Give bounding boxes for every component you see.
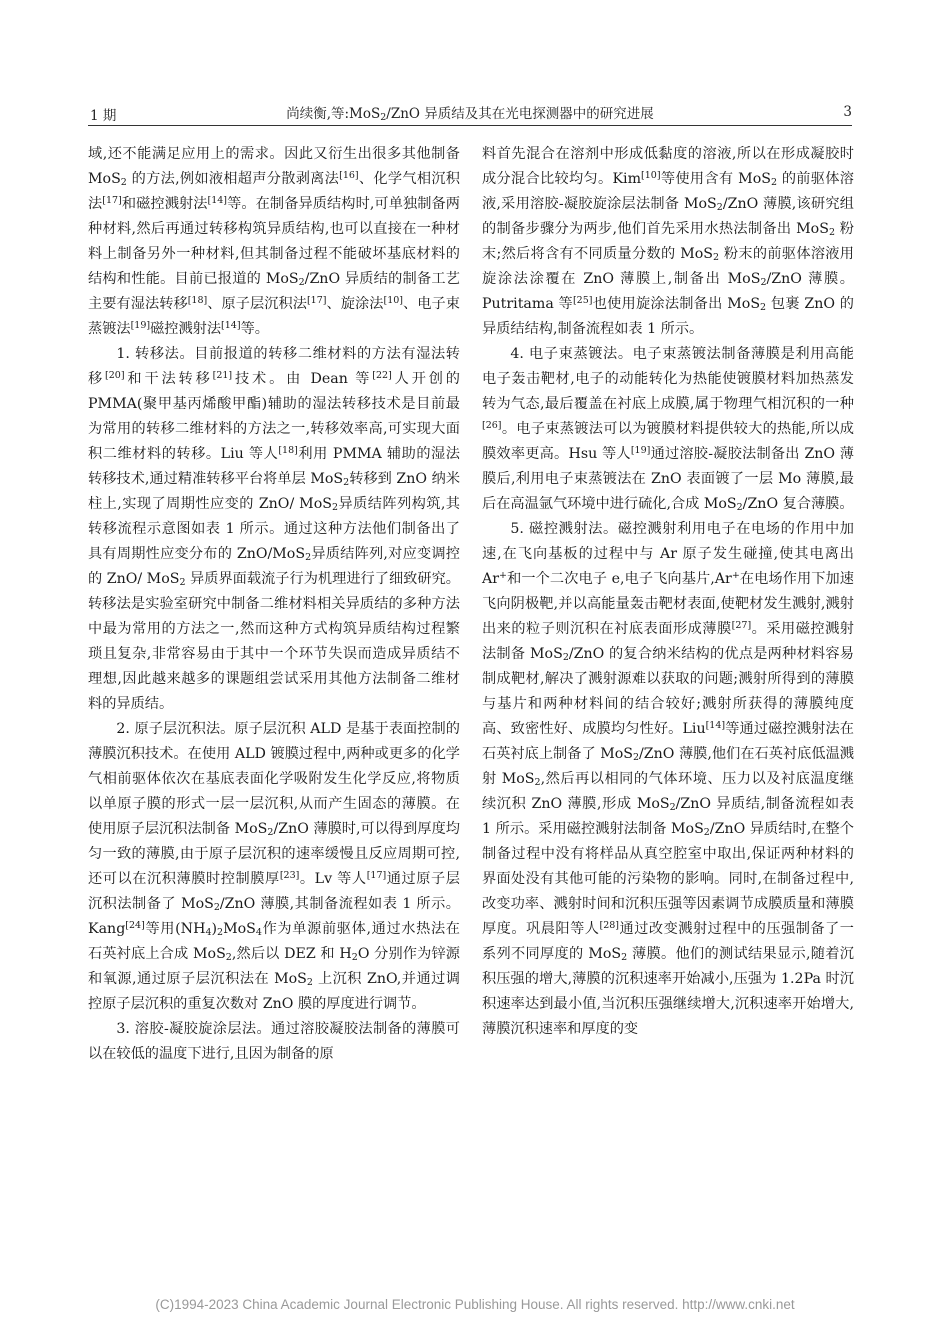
text: 4. 电子束蒸镀法。电子束蒸镀法制备薄膜是利用高能电子轰击靶材,电子的动能转化为热能使镀膜材料加热蒸发转为气态,最后覆盖在衬底上成膜,属于物理气相沉积的一种 [482, 346, 854, 412]
text: 利用 PMMA 辅助的湿法转移技术,通过精准转移平台将单层 MoS [88, 446, 460, 487]
citation: [14] [221, 320, 241, 331]
text: 5. 磁控溅射法。磁控溅射利用电子在电场的作用中加速,在飞向基板的过程中与 Ar 原子发生碰撞,使其电离出 Ar [482, 521, 854, 587]
citation: [17] [366, 870, 387, 881]
text: 、电子束蒸镀法 [88, 296, 460, 337]
text: 也使用旋涂法制备出 MoS [592, 296, 761, 312]
text: 磁控溅射法 [150, 321, 222, 337]
citation: [10] [383, 295, 403, 306]
issue-number: 1 期 [90, 108, 117, 124]
text: /ZnO 薄膜,其制备流程如表 1 所示。Kang [88, 896, 460, 937]
subscript: 2 [120, 177, 127, 188]
text: 和干法转移 [124, 371, 213, 387]
citation: [26] [482, 420, 502, 431]
text: 粉末;然后将含有不同质量分数的 MoS [482, 221, 854, 262]
text: /ZnO 异质结,制备流程如表 1 所示。采用磁控溅射法制备 MoS [482, 796, 854, 837]
text: /ZnO 的复合纳米结构的优点是两种材料容易制成靶材,解决了溅射源难以获取的问题;溅射所得到的薄膜与基片和两种材料间的结合较好;溅射所获得的薄膜纯度高、致密性好、成膜均匀性好。Liu [482, 646, 854, 737]
subscript: 2 [562, 652, 569, 663]
subscript: 2 [703, 827, 710, 838]
citation: [18] [278, 445, 298, 456]
subscript: 2 [669, 802, 676, 813]
subscript: 2 [267, 827, 274, 838]
paragraph-sol-gel-method [88, 1017, 460, 1067]
text: 通过改变溅射过程中的压强制备了一系列不同厚度的 MoS [482, 921, 854, 962]
subscript: 2 [351, 952, 358, 963]
subscript: 2 [713, 252, 720, 263]
text: 料首先混合在溶剂中形成低黏度的溶液,所以在形成凝胶时成分混合比较均匀。Kim [482, 146, 854, 187]
text: /ZnO 复合薄膜。 [742, 496, 854, 512]
subscript: 2 [534, 777, 541, 788]
text: /ZnO 薄膜,他们在石英衬底低温溅射 MoS [482, 746, 854, 787]
citation: [16] [339, 170, 359, 181]
subscript: 4 [255, 927, 262, 938]
text: ,然后再以相同的气体环境、压力以及衬底温度继续沉积 ZnO 薄膜,形成 MoS [482, 771, 854, 812]
text: O 分别作为锌源和氧源,通过原子层沉积法在 MoS [88, 946, 460, 987]
subscript: 2 [298, 277, 305, 288]
citation: [24] [125, 920, 145, 931]
citation: [21] [212, 370, 233, 381]
citation: [19] [130, 320, 151, 331]
text: /ZnO 薄膜。Putritama 等 [482, 271, 854, 312]
citation: [19] [630, 445, 651, 456]
citation: [23] [279, 870, 300, 881]
citation: [17] [102, 195, 122, 206]
subscript: 2 [716, 202, 723, 213]
text: 和磁控溅射法 [121, 196, 208, 212]
text: 异质结阵列构筑,其转移流程示意图如表 1 所示。通过这种方法他们制备出了具有周期性应变分布的 ZnO/MoS [88, 496, 460, 562]
text: 等通过磁控溅射法在石英衬底上制备了 MoS [482, 721, 854, 762]
text: 的前驱体溶液,采用溶胶-凝胶旋涂层法制备 MoS [482, 171, 854, 212]
citation: [22] [372, 370, 392, 381]
subscript: 2 [621, 952, 628, 963]
subscript: 2 [736, 502, 743, 513]
text: ) [211, 921, 218, 937]
text: 上沉积 ZnO,并通过调控原子层沉积的重复次数对 ZnO 膜的厚度进行调节。 [88, 971, 460, 1012]
subscript: 2 [217, 927, 224, 938]
text: 人开创的 PMMA(聚甲基丙烯酸甲酯)辅助的湿法转移技术是目前最为常用的转移二维材料的方法之一,转移效率高,可实现大面积二维材料的转移。Liu 等人 [88, 371, 460, 462]
text: 等。 [240, 321, 269, 337]
running-title [88, 102, 852, 122]
paragraph-sol-gel-continued [482, 142, 854, 342]
paragraph-ald-method [88, 717, 460, 1017]
citation: [14] [705, 720, 726, 731]
text: 等使用含有 MoS [660, 171, 771, 187]
text: 3. 溶胶-凝胶旋涂层法。通过溶胶凝胶法制备的薄膜可以在较低的温度下进行,且因为制备的原 [88, 1021, 460, 1062]
subscript: 2 [179, 577, 186, 588]
text: 。Lv 等人 [299, 871, 367, 887]
subscript: 2 [331, 502, 339, 513]
text: 转移到 ZnO 纳米柱上,实现了周期性应变的 ZnO/ MoS [88, 471, 461, 512]
page-number: 3 [843, 104, 852, 120]
text: 等。在制备异质结构时,可单独制备两种材料,然后再通过转移构筑异质结构,也可以直接在一种材料上制备另外一种材料,但其制备过程不能破坏基底材料的结构和性能。目前已报道的 MoS [88, 196, 460, 287]
left-column [88, 142, 460, 1067]
right-column [482, 142, 854, 1042]
running-header [88, 98, 852, 124]
subscript: 2 [343, 477, 350, 488]
running-title-b: /ZnO 异质结及其在光电探测器中的研究进展 [386, 106, 654, 122]
text: 包裹 ZnO 的异质结结构,制备流程如表 1 所示。 [482, 296, 854, 337]
text: 粉末的前驱体溶液用旋涂法涂覆在 ZnO 薄膜上,制备出 MoS [482, 246, 854, 287]
text: 域,还不能满足应用上的需求。因此又衍生出很多其他制备 MoS [88, 146, 460, 187]
citation: [14] [207, 195, 228, 206]
subscript: 2 [305, 552, 312, 563]
text: 、原子层沉积法 [207, 296, 307, 312]
subscript: 2 [770, 177, 777, 188]
text: 异质结阵列,对应变调控的 ZnO/ MoS [88, 546, 460, 587]
paragraph-ebeam-method [482, 342, 854, 517]
text: /ZnO 薄膜时,可以得到厚度均匀一致的薄膜,由于原子层沉积的速率缓慢且反应周期可控,还可以在沉积薄膜时控制膜厚 [88, 821, 460, 887]
running-title-authors: 尚续衡,等: [286, 106, 350, 122]
subscript: 4 [205, 927, 212, 938]
subscript: 2 [306, 977, 313, 988]
citation: [27] [731, 620, 752, 631]
text: /ZnO 薄膜,该研究组的制备步骤分为两步,他们首先采用水热法制备出 MoS [482, 196, 854, 237]
text: 。电子束蒸镀法可以为镀膜材料提供较大的热能,所以成膜效率更高。Hsu 等人 [482, 421, 854, 462]
text: /ZnO 异质结的制备工艺主要有湿法转移 [88, 271, 460, 312]
text: 通过原子层沉积法制备了 MoS [88, 871, 460, 912]
citation: [10] [641, 170, 661, 181]
text: 薄膜。他们的测试结果显示,随着沉积压强的增大,薄膜的沉积速率开始减小,压强为 1.2Pa 时沉积速率达到最小值,当沉积压强继续增大,沉积速率开始增大,薄膜沉积速率和厚度的变 [482, 946, 854, 1037]
text: ,然后以 DEZ 和 H [231, 946, 352, 962]
text: 技术。由 Dean 等 [232, 371, 373, 387]
text: 。采用磁控溅射法制备 MoS [482, 621, 854, 662]
paragraph-sputtering-method [482, 517, 854, 1042]
subscript: 2 [828, 227, 835, 238]
text: 1. 转移法。目前报道的转移二维材料的方法有湿法转移 [88, 346, 460, 387]
text: MoS [223, 921, 256, 937]
citation: [18] [187, 295, 208, 306]
text: 作为单源前驱体,通过水热法在石英衬底上合成 MoS [88, 921, 460, 962]
subscript: 2 [632, 752, 640, 763]
paragraph-intro [88, 142, 460, 342]
text: 和一个二次电子 e,电子飞向基片,Ar [507, 571, 732, 587]
text: 2. 原子层沉积法。原子层沉积 ALD 是基于表面控制的薄膜沉积技术。在使用 ALD 镀膜过程中,两种或更多的化学气相前驱体依次在基底表面化学吸附发生化学反应,将物质以单原子膜的形式一层一层沉积,从而产生固态的薄膜。在使用原子层沉积法制备 MoS [88, 721, 460, 837]
text: 的方法,例如液相超声分散剥离法 [126, 171, 340, 187]
subscript: 2 [760, 277, 767, 288]
citation: [25] [572, 295, 593, 306]
text: 异质界面载流子行为机理进行了细致研究。转移法是实验室研究中制备二维材料相关异质结的多种方法中最为常用的方法之一,然而这种方式构筑异质结构过程繁琐且复杂,非常容易由于其中一个环节失误而造成异质结不理想,因此越来越多的课题组尝试采用其他方法制备二维材料的异质结。 [88, 571, 460, 712]
superscript: + [499, 570, 507, 581]
subscript: 2 [760, 302, 767, 313]
subscript: 2 [225, 952, 232, 963]
citation: [28] [599, 920, 620, 931]
header-rule [88, 125, 852, 126]
text: 、旋涂法 [326, 296, 384, 312]
subscript: 2 [213, 902, 220, 913]
citation: [20] [105, 370, 125, 381]
text: 在电场作用下加速飞向阴极靶,并以高能量轰击靶材表面,使靶材发生溅射,溅射出来的粒子则沉积在衬底表面形成薄膜 [482, 571, 854, 637]
copyright-footer: (C)1994-2023 China Academic Journal Electronic Publishing House. All rights reserved. http://www.cnki.net [155, 1297, 795, 1312]
running-title-subscript: 2 [380, 112, 387, 123]
running-title-a: MoS [349, 106, 381, 122]
citation: [17] [306, 295, 327, 306]
paragraph-transfer-method [88, 342, 460, 717]
text: 通过溶胶-凝胶法制备出 ZnO 薄膜后,利用电子束蒸镀法在 ZnO 表面镀了一层 Mo 薄膜,最后在高温氩气环境中进行硫化,合成 MoS [482, 446, 854, 512]
text: 等用(NH [144, 921, 206, 937]
text: 、化学气相沉积法 [88, 171, 460, 212]
superscript: + [731, 570, 740, 581]
text: /ZnO 异质结时,在整个制备过程中没有将样品从真空腔室中取出,保证两种材料的界面处没有其他可能的污染物的影响。同时,在制备过程中,改变功率、溅射时间和沉积压强等因素调节成膜质量和薄膜厚度。巩晨阳等人 [482, 821, 854, 937]
